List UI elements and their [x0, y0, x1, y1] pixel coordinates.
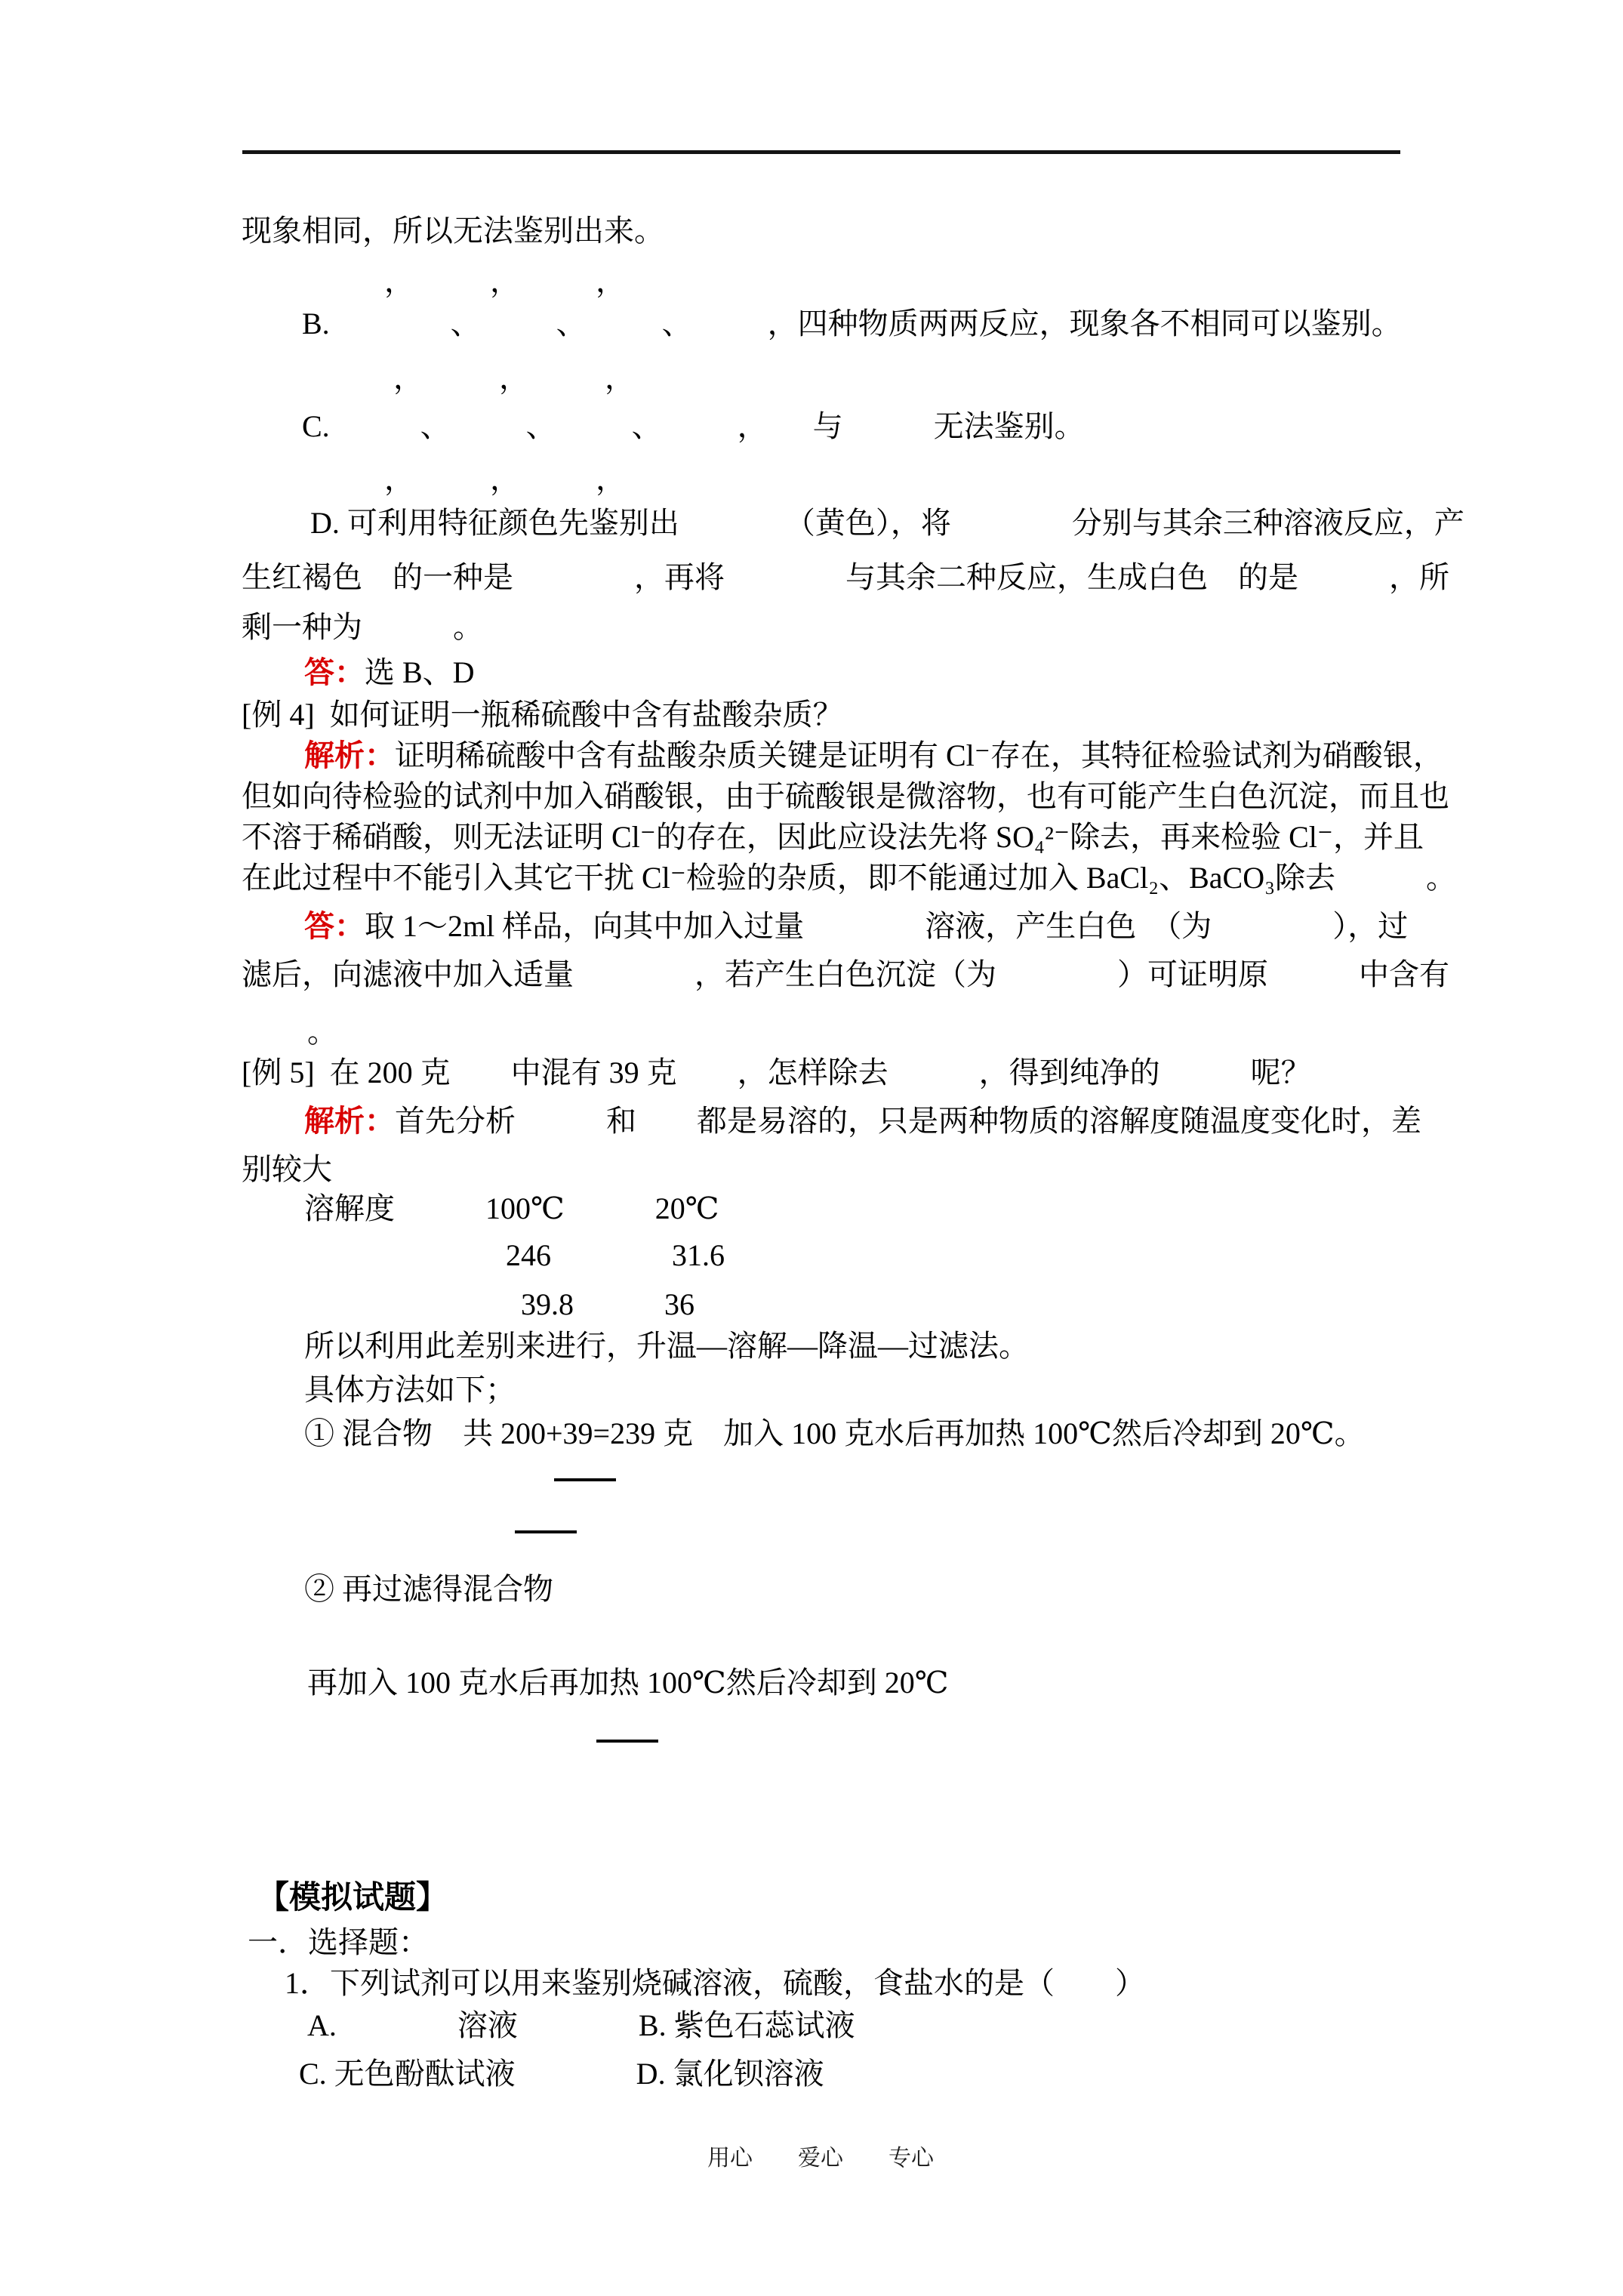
option-d-line-1	[310, 506, 1464, 541]
example4-answer-2	[242, 957, 1449, 992]
example5-analysis-2-seg-0: 别较大	[242, 1152, 332, 1186]
question-1-options-cd	[299, 2057, 824, 2091]
solubility-row-1	[506, 1238, 725, 1273]
example4-answer-3	[307, 1015, 337, 1049]
option-b-line-seg-0: B. 、 、 、 ，四种物质两两反应，现象各不相同可以鉴别。	[302, 307, 1402, 341]
example4-analysis-2	[242, 779, 1449, 814]
blank-commas-row-3	[384, 462, 626, 497]
step2-line-seg-0: ② 再过滤得混合物	[304, 1572, 553, 1606]
example4-answer-1-seg-0: 答：	[304, 909, 365, 943]
answer-example3-seg-0: 答：	[304, 655, 365, 689]
example5-question-seg-0: [例 5] 在 200 克 中混有 39 克 ，怎样除去 ，得到纯净的 呢？	[242, 1056, 1311, 1089]
example5-analysis-1-seg-0: 解析：	[304, 1104, 395, 1138]
option-d-line-2-seg-0: 生红褐色 的一种是 ，再将 与其余二种反应，生成白色 的是 ，所	[242, 560, 1449, 594]
solubility-header	[304, 1191, 719, 1226]
solubility-header-seg-0: 溶解度 100℃ 20℃	[304, 1191, 719, 1225]
example4-analysis-2-seg-0: 但如向待检验的试剂中加入硝酸银，由于硫酸银是微溶物，也有可能产生白色沉淀，而且也	[242, 779, 1449, 813]
solubility-row-1-seg-0: 246 31.6	[506, 1238, 725, 1272]
example4-answer-1	[304, 909, 1408, 944]
example4-analysis-4-seg-0: 在此过程中不能引入其它干扰 Cl⁻检验的杂质，即不能通过加入 BaCl₂、BaCO₃除去 。	[242, 861, 1457, 895]
example4-analysis-1	[304, 738, 1443, 773]
footer-motto: 用心 爱心 专心	[707, 2146, 934, 2171]
example4-question	[242, 698, 843, 732]
question-1-options-cd-seg-0: C. 无色酚酞试液 D. 氯化钡溶液	[299, 2057, 824, 2091]
example4-analysis-3-seg-0: 不溶于稀硝酸，则无法证明 Cl⁻的存在，因此应设法先将 SO₄²⁻除去，再来检验 Cl⁻，并且	[242, 820, 1424, 854]
blank-commas-row-1-seg-0: ， ， ，	[384, 264, 626, 298]
blank-commas-row-1	[384, 264, 626, 299]
phenomenon-line-seg-0: 现象相同，所以无法鉴别出来。	[242, 214, 664, 248]
option-d-line-3	[242, 610, 483, 645]
example5-analysis-1	[304, 1104, 1421, 1139]
example5-analysis-2	[242, 1152, 332, 1187]
step1-line-seg-0: ① 混合物 共 200+39=239 克 加入 100 克水后再加热 100℃然后冷却到 20℃。	[304, 1416, 1365, 1450]
example4-answer-2-seg-0: 滤后，向滤液中加入适量 ，若产生白色沉淀（为 ）可证明原 中含有	[242, 957, 1449, 991]
mock-test-heading-seg-0: 【模拟试题】	[257, 1881, 448, 1915]
option-b-line	[302, 307, 1402, 341]
answer-example3	[304, 655, 475, 690]
blank-commas-row-2	[393, 361, 635, 396]
option-d-line-3-seg-0: 剩一种为 。	[242, 610, 483, 644]
method-intro-line	[304, 1373, 516, 1407]
answer-example3-seg-1: 选 B、D	[365, 655, 475, 689]
question-1	[285, 1966, 1145, 2001]
blank-commas-row-3-seg-0: ， ， ，	[384, 462, 626, 496]
blank-underline-1	[554, 1478, 616, 1481]
method-intro-line-seg-0: 具体方法如下；	[304, 1373, 516, 1407]
example4-analysis-1-seg-0: 解析：	[304, 738, 395, 772]
step2-line	[304, 1572, 553, 1607]
section-1-heading-seg-0: 一．选择题：	[248, 1925, 429, 1959]
step2-line-2-seg-0: 再加入 100 克水后再加热 100℃然后冷却到 20℃	[307, 1666, 949, 1700]
mock-test-heading	[257, 1880, 448, 1916]
example4-analysis-3	[242, 820, 1424, 855]
section-1-heading	[248, 1925, 429, 1960]
blank-underline-3	[596, 1740, 658, 1743]
question-1-options-ab-seg-0: A. 溶液 B. 紫色石蕊试液	[307, 2008, 855, 2042]
example4-answer-1-seg-1: 取 1～2ml 样品，向其中加入过量 溶液，产生白色 （为 ），过	[365, 909, 1409, 943]
option-d-line-2	[242, 560, 1449, 595]
step1-line	[304, 1416, 1365, 1451]
example4-analysis-4	[242, 861, 1456, 895]
phenomenon-line	[242, 214, 664, 248]
question-1-options-ab	[307, 2008, 855, 2043]
question-1-seg-0: 1．下列试剂可以用来鉴别烧碱溶液，硫酸，食盐水的是（ ）	[285, 1966, 1145, 2000]
option-d-line-1-seg-0: D. 可利用特征颜色先鉴别出 （黄色），将 分别与其余三种溶液反应，产	[310, 506, 1464, 540]
header-rule	[242, 150, 1400, 154]
example4-analysis-1-seg-1: 证明稀硫酸中含有盐酸杂质关键是证明有 Cl⁻存在，其特征检验试剂为硝酸银，	[395, 738, 1443, 772]
step2-line-2	[307, 1666, 949, 1700]
method-line-seg-0: 所以利用此差别来进行，升温—溶解—降温—过滤法。	[304, 1329, 1029, 1363]
solubility-row-2	[521, 1287, 694, 1322]
example4-answer-3-seg-0: 。	[307, 1015, 337, 1049]
example5-question	[242, 1056, 1311, 1090]
example4-question-seg-0: [例 4] 如何证明一瓶稀硫酸中含有盐酸杂质？	[242, 698, 843, 732]
solubility-row-2-seg-0: 39.8 36	[521, 1287, 694, 1321]
option-c-line	[302, 409, 1085, 444]
method-line	[304, 1329, 1029, 1364]
blank-underline-2	[515, 1530, 577, 1533]
option-c-line-seg-0: C. 、 、 、 ， 与 无法鉴别。	[302, 409, 1085, 443]
example5-analysis-1-seg-1: 首先分析 和 都是易溶的，只是两种物质的溶解度随温度变化时，差	[395, 1104, 1421, 1138]
blank-commas-row-2-seg-0: ， ， ，	[393, 361, 635, 395]
